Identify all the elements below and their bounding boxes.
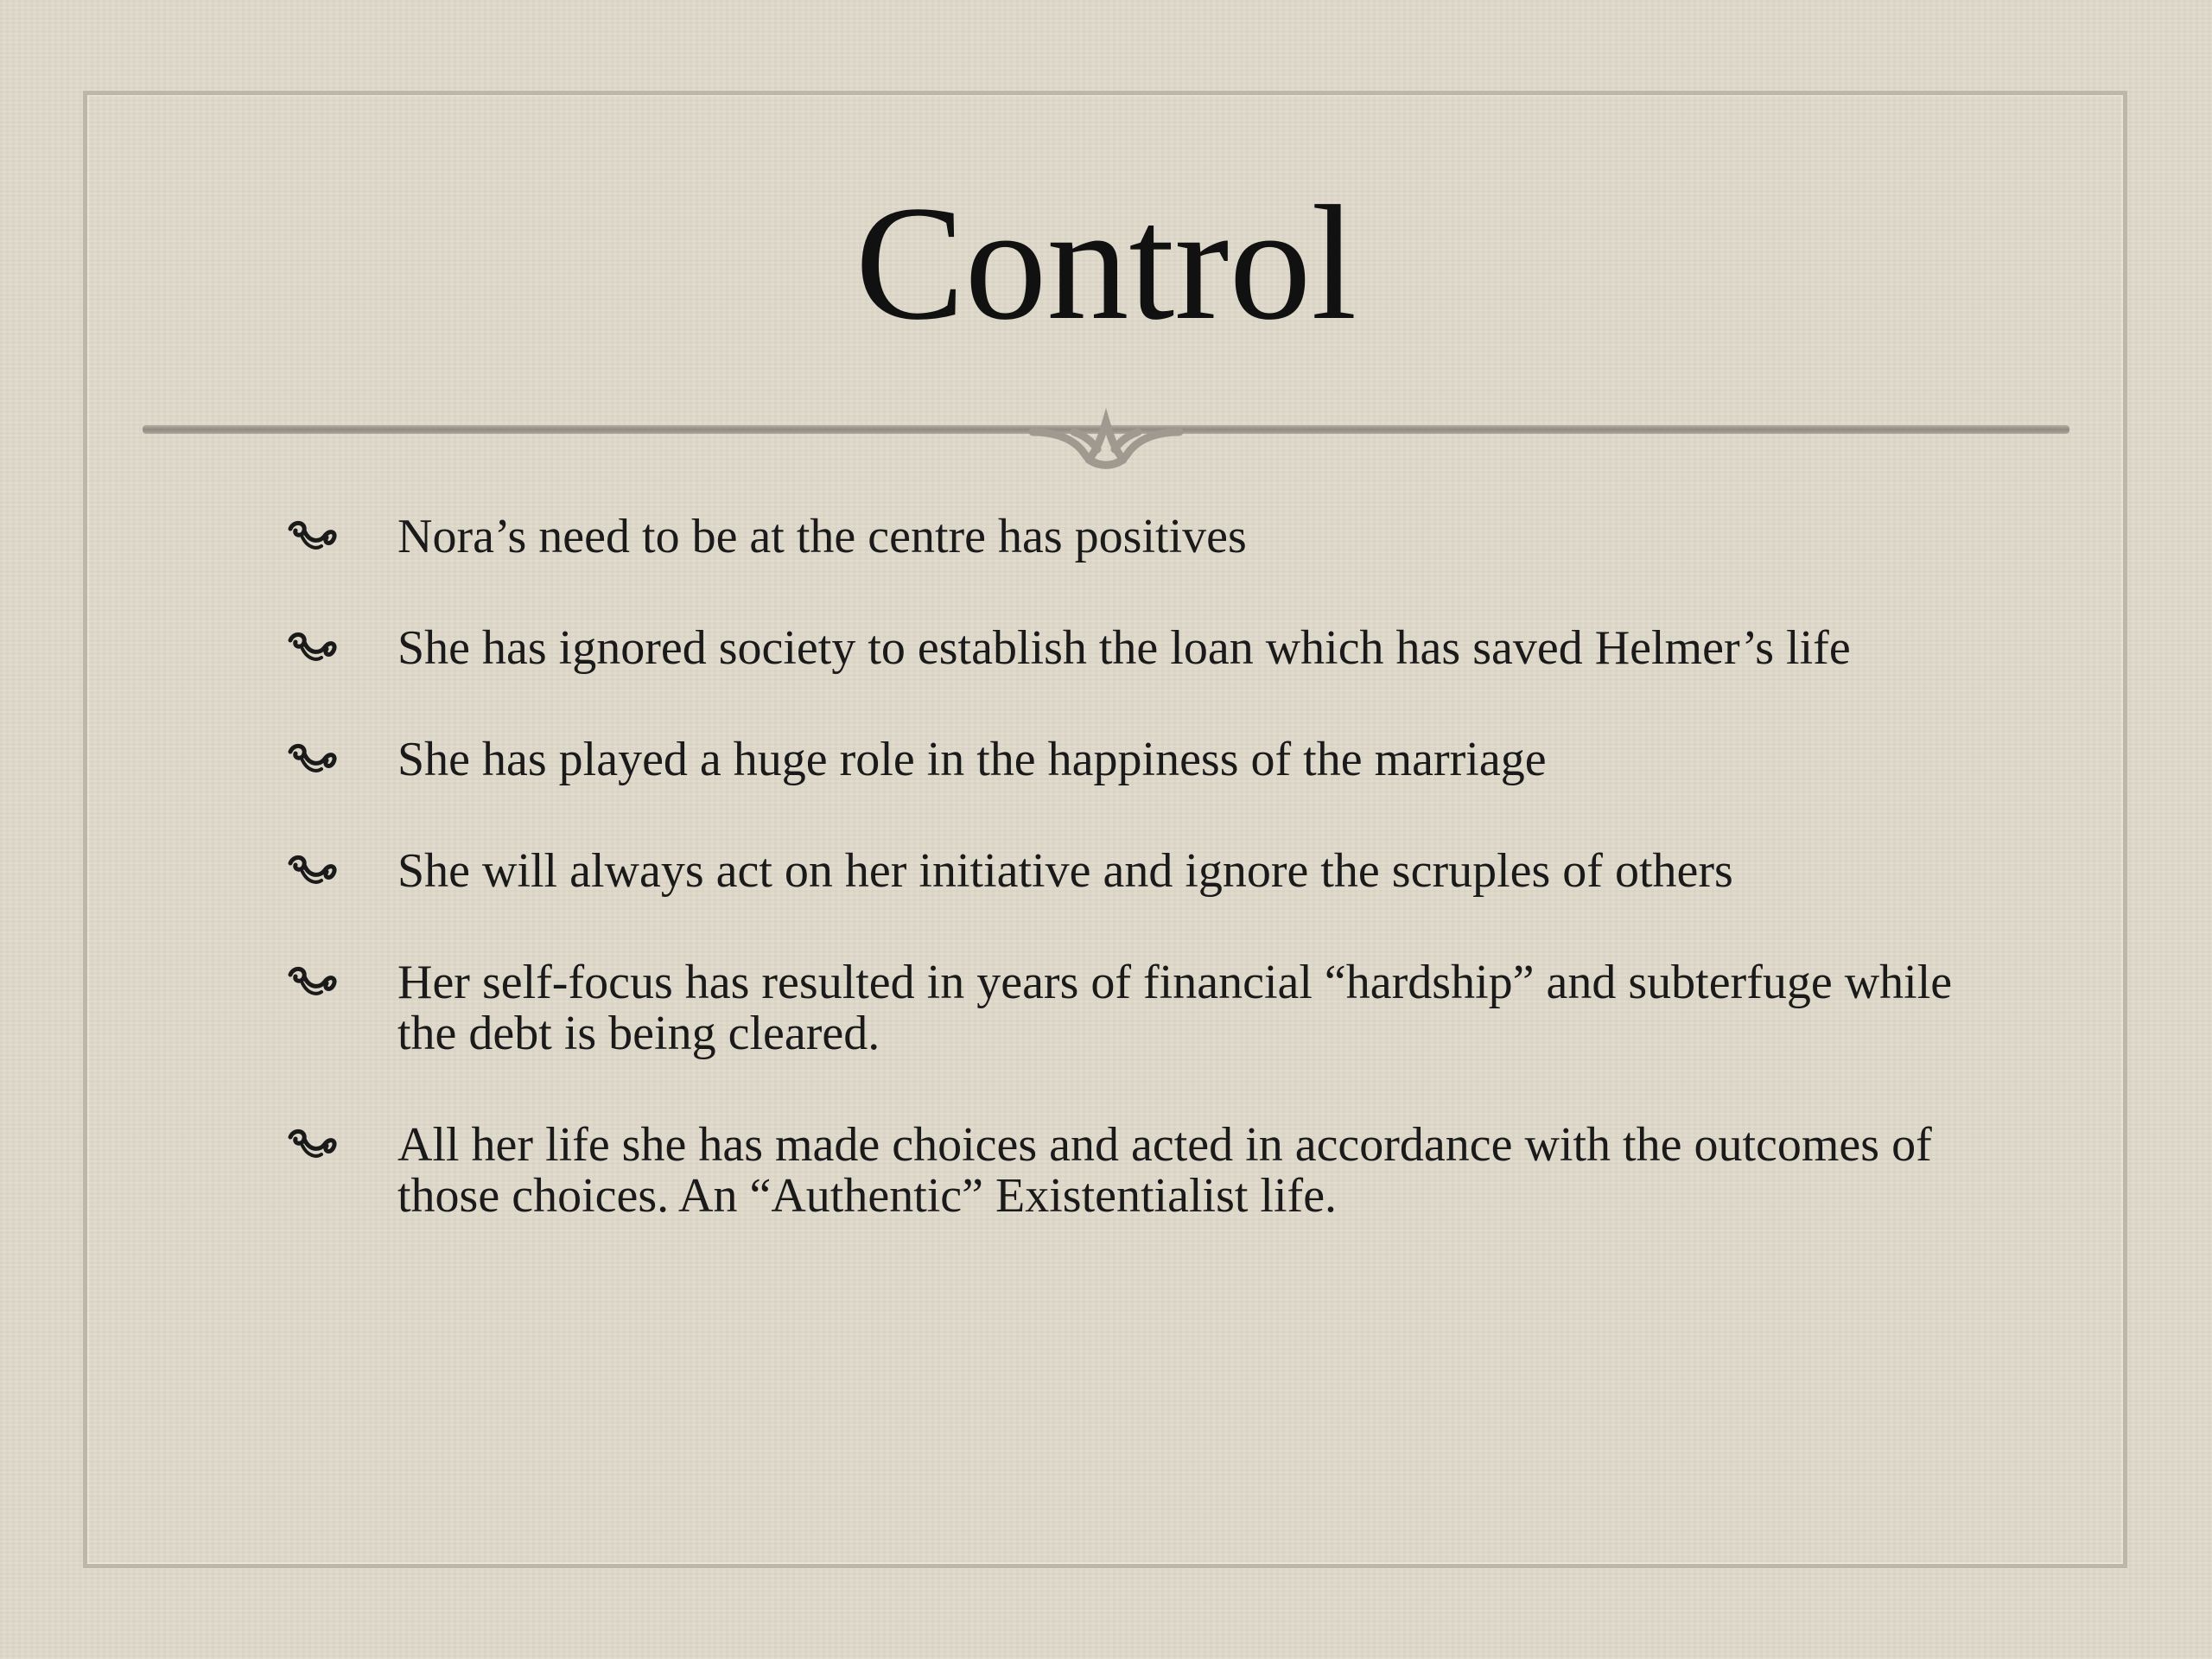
bullet-item <box>285 1120 1970 1222</box>
fleuron-scroll-icon <box>285 851 339 889</box>
bullet-list <box>285 501 1970 1222</box>
bullet-item <box>285 512 1970 563</box>
bullet-text: She has ignored society to establish the loan which has saved Helmer’s life <box>397 621 1851 675</box>
fleuron-scroll-icon <box>285 740 339 778</box>
bullet-text: All her life she has made choices and acted in accordance with the outcomes of those choices. An “Authentic” Existentialist life. <box>397 1118 1932 1223</box>
bullet-text: She has played a huge role in the happiness of the marriage <box>397 733 1547 786</box>
bullet-text: Nora’s need to be at the centre has positives <box>397 510 1247 563</box>
bullet-item <box>285 957 1970 1059</box>
fleuron-scroll-icon <box>285 1125 339 1163</box>
bullet-item <box>285 734 1970 785</box>
bullet-text: She will always act on her initiative and ignore the scruples of others <box>397 844 1733 898</box>
bullet-text: Her self-focus has resulted in years of financial “hardship” and subterfuge while the debt is being cleared. <box>397 956 1953 1060</box>
fleuron-scroll-icon <box>285 963 339 1001</box>
ornamental-divider <box>143 406 2069 475</box>
fleuron-scroll-icon <box>285 517 339 555</box>
slide-title: Control <box>855 173 1357 354</box>
fleuron-scroll-icon <box>285 628 339 666</box>
bullet-item <box>285 846 1970 897</box>
bullet-item <box>285 623 1970 674</box>
